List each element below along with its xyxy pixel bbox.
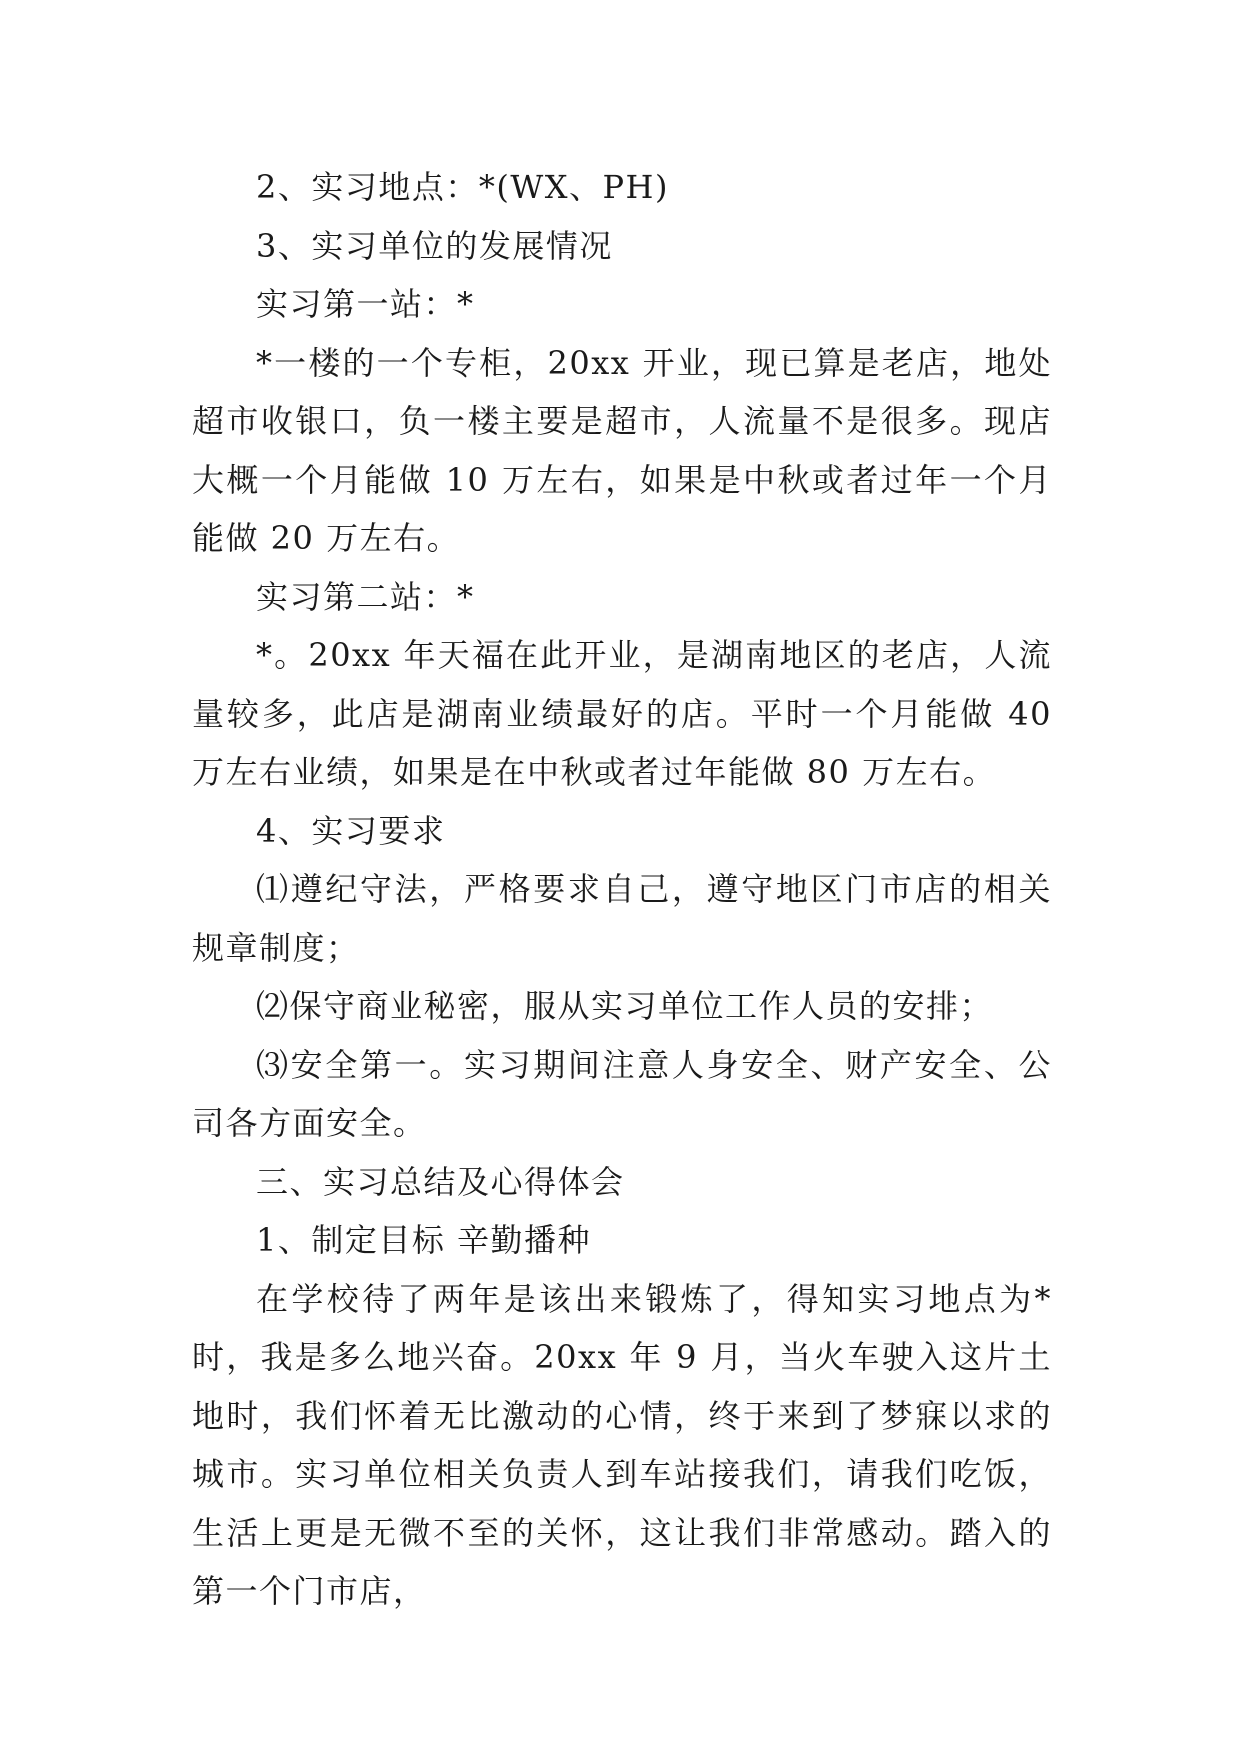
document-body — [192, 158, 1052, 1621]
paragraph-requirement-3: ⑶安全第一。实习期间注意人身安全、财产安全、公司各方面安全。 — [192, 1045, 1052, 1142]
paragraph-second-station-detail: *。20xx 年天福在此开业，是湖南地区的老店，人流量较多，此店是湖南业绩最好的店。平时一个月能做 40 万左右业绩，如果是在中秋或者过年能做 80 万左右。 — [192, 636, 1052, 791]
paragraph-summary-heading: 三、实习总结及心得体会 — [256, 1162, 625, 1201]
paragraph-goal-heading: 1、制定目标 辛勤播种 — [256, 1221, 592, 1259]
paragraph-second-station: 实习第二站：* — [256, 577, 475, 616]
paragraph-first-station-detail: *一楼的一个专柜，20xx 开业，现已算是老店，地处超市收银口，负一楼主要是超市，人流量不是很多。现店大概一个月能做 10 万左右，如果是中秋或者过年一个月能做 20 万左右。 — [192, 343, 1052, 557]
paragraph-first-station: 实习第一站：* — [256, 285, 475, 323]
paragraph-requirement-2: ⑵保守商业秘密，服从实习单位工作人员的安排； — [256, 987, 994, 1025]
paragraph-unit-development-heading: 3、实习单位的发展情况 — [256, 226, 613, 265]
paragraph-requirement-1: ⑴遵纪守法，严格要求自己，遵守地区门市店的相关规章制度； — [192, 870, 1052, 967]
paragraph-goal-body: 在学校待了两年是该出来锻炼了，得知实习地点为*时，我是多么地兴奋。20xx 年 9 月，当火车驶入这片土地时，我们怀着无比激动的心情，终于来到了梦寐以求的城市。实习单位相关负责人到车站接我们，请我们吃饭，生活上更是无微不至的关怀，这让我们非常感动。踏入的第一个门市店， — [192, 1279, 1052, 1610]
paragraph-internship-location: 2、实习地点：*(WX、PH) — [256, 168, 669, 206]
paragraph-requirements-heading: 4、实习要求 — [256, 811, 446, 850]
